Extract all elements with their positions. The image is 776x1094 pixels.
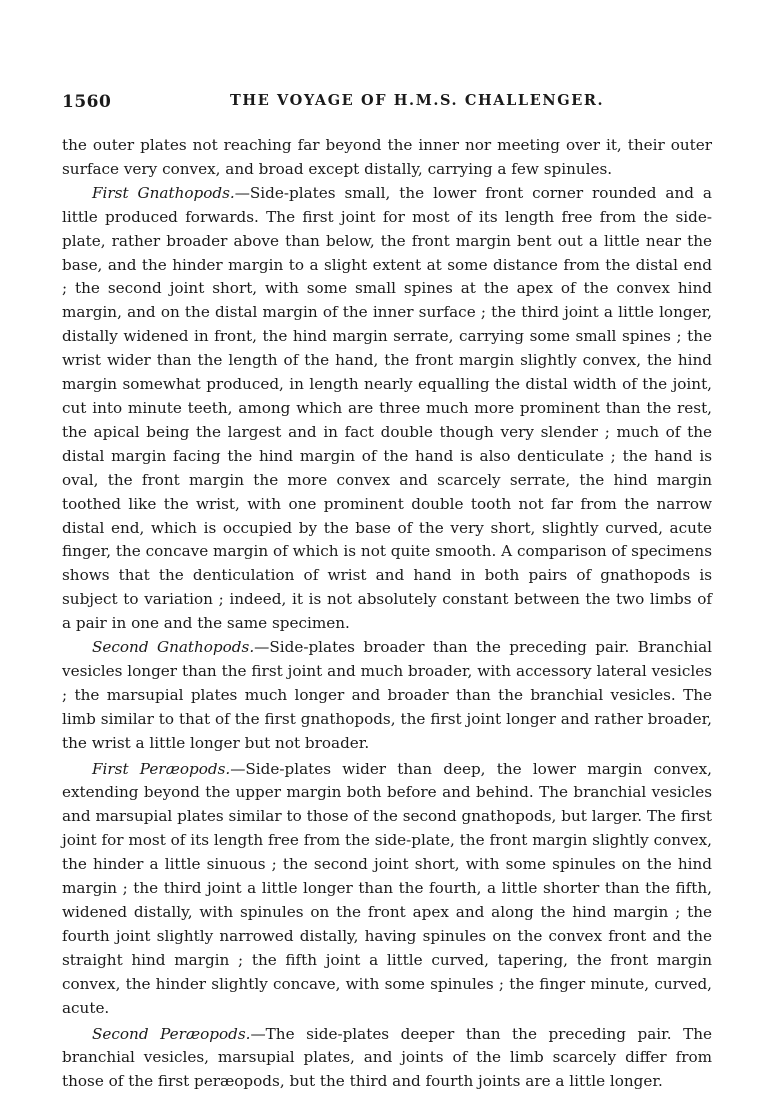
page-number: 1560 [62, 92, 112, 112]
section-heading: Second Peræopods. [92, 1024, 251, 1043]
paragraph-second-gnathopods [62, 636, 712, 756]
section-heading: First Peræopods. [92, 759, 231, 778]
paragraph-text: —Side-plates small, the lower front corner rounded and a little produced forwards. The first joint for most of its length free from the side-plate, rather broader above than below, the front margin bent out a little near the base, and the hinder margin to a slight extent at some distance from the distal end ; the second joint short, with some small spines at the apex of the convex hind margin, and on the distal margin of the inner surface ; the third joint a little longer, distally widened in front, the hind margin serrate, carrying some small spines ; the wrist wider than the length of the hand, the front margin slightly convex, the hind margin somewhat produced, in length nearly equalling the distal width of the joint, cut into minute teeth, among which are three much more prominent than the rest, the apical being the largest and in fact double though very slender ; much of the distal margin facing the hind margin of the hand is also denticulate ; the hand is oval, the front margin the more convex and scarcely serrate, the hind margin toothed like the wrist, with one prominent double tooth not far from the narrow distal end, which is occupied by the base of the very short, slightly curved, acute finger, the concave margin of which is not quite smooth. A comparison of specimens shows that the denticulation of wrist and hand in both pairs of gnathopods is subject to variation ; indeed, it is not absolutely constant between the two limbs of a pair in one and the same specimen. [62, 183, 712, 633]
paragraph-text: —The side-plates deeper than the preceding pair. The branchial vesicles, marsupial plates, and joints of the limb scarcely differ from those of the first peræopods, but the third and fourth joints are a little longer. [62, 1024, 712, 1091]
running-head [62, 92, 712, 118]
paragraph-text: the outer plates not reaching far beyond the inner nor meeting over it, their outer surface very convex, and broad except distally, carrying a few spinules. [62, 136, 712, 178]
paragraph-text: —Side-plates broader than the preceding pair. Branchial vesicles longer than the first joint and much broader, with accessory lateral vesicles ; the marsupial plates much longer and broader than the branchial vesicles. The limb similar to that of the first gnathopods, the first joint longer and rather broader, the wrist a little longer but not broader. [62, 638, 712, 752]
section-heading: Second Gnathopods. [92, 638, 255, 657]
paragraph-second-peraeopods [62, 1023, 712, 1094]
running-title: THE VOYAGE OF H.M.S. CHALLENGER. [230, 92, 605, 109]
paragraph-first-gnathopods [62, 182, 712, 636]
paragraph-continuation [62, 134, 712, 182]
body-text [62, 134, 712, 1094]
paragraph-text: —Side-plates wider than deep, the lower margin convex, extending beyond the upper margin both before and behind. The branchial vesicles and marsupial plates similar to those of the second gnathopods, but larger. The first joint for most of its length free from the side-plate, the front margin slightly convex, the hinder a little sinuous ; the second joint short, with some spinules on the hind margin ; the third joint a little longer than the fourth, a little shorter than the fifth, widened distally, with spinules on the front apex and along the hind margin ; the fourth joint slightly narrowed distally, having spinules on the convex front and the straight hind margin ; the fifth joint a little curved, tapering, the front margin convex, the hinder slightly concave, with some spinules ; the finger minute, curved, acute. [62, 759, 712, 1017]
paragraph-first-peraeopods [62, 758, 712, 1021]
section-heading: First Gnathopods. [92, 183, 235, 202]
